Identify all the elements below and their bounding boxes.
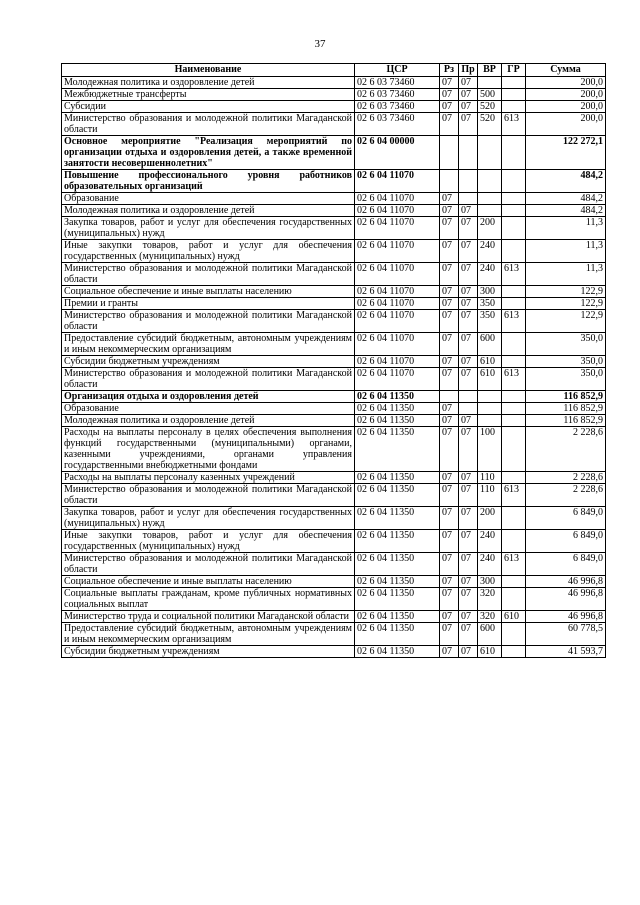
cell-gr <box>502 403 526 415</box>
cell-gr: 613 <box>502 553 526 576</box>
cell-sum: 2 228,6 <box>526 484 606 507</box>
cell-name: Министерство образования и молодежной политики Магаданской области <box>62 368 355 391</box>
cell-sum: 46 996,8 <box>526 576 606 588</box>
cell-csr: 02 6 04 11070 <box>355 240 440 263</box>
cell-pr: 07 <box>459 263 478 286</box>
cell-csr: 02 6 04 11070 <box>355 298 440 310</box>
cell-rz: 07 <box>440 368 459 391</box>
cell-name: Предоставление субсидий бюджетным, автономным учреждениям и иным некоммерческим организациям <box>62 333 355 356</box>
cell-pr: 07 <box>459 298 478 310</box>
cell-rz <box>440 391 459 403</box>
table-row <box>62 136 606 170</box>
cell-name: Молодежная политика и оздоровление детей <box>62 415 355 427</box>
cell-sum: 11,3 <box>526 263 606 286</box>
header-pr: Пр <box>459 64 478 77</box>
table-row <box>62 368 606 391</box>
cell-gr <box>502 298 526 310</box>
table-row <box>62 286 606 298</box>
cell-sum: 11,3 <box>526 240 606 263</box>
cell-rz: 07 <box>440 217 459 240</box>
cell-name: Закупка товаров, работ и услуг для обеспечения государственных (муниципальных) нужд <box>62 507 355 530</box>
cell-gr: 613 <box>502 263 526 286</box>
cell-sum: 11,3 <box>526 217 606 240</box>
cell-rz: 07 <box>440 89 459 101</box>
cell-csr: 02 6 04 11350 <box>355 530 440 553</box>
cell-sum: 46 996,8 <box>526 588 606 611</box>
cell-csr: 02 6 04 00000 <box>355 136 440 170</box>
cell-pr: 07 <box>459 240 478 263</box>
cell-sum: 200,0 <box>526 77 606 89</box>
cell-csr: 02 6 04 11350 <box>355 623 440 646</box>
cell-rz: 07 <box>440 403 459 415</box>
table-row <box>62 415 606 427</box>
cell-csr: 02 6 04 11070 <box>355 193 440 205</box>
table-row <box>62 427 606 472</box>
cell-vr: 600 <box>478 333 502 356</box>
table-row <box>62 240 606 263</box>
cell-sum: 6 849,0 <box>526 553 606 576</box>
cell-pr <box>459 170 478 193</box>
cell-pr: 07 <box>459 530 478 553</box>
cell-gr <box>502 136 526 170</box>
table-body <box>62 77 606 658</box>
cell-vr: 610 <box>478 646 502 658</box>
cell-pr: 07 <box>459 611 478 623</box>
table-row <box>62 101 606 113</box>
cell-csr: 02 6 04 11350 <box>355 484 440 507</box>
cell-pr: 07 <box>459 113 478 136</box>
cell-name: Иные закупки товаров, работ и услуг для обеспечения государственных (муниципальных) нужд <box>62 530 355 553</box>
table-row <box>62 507 606 530</box>
cell-rz: 07 <box>440 205 459 217</box>
cell-gr <box>502 472 526 484</box>
cell-sum: 2 228,6 <box>526 472 606 484</box>
cell-vr: 110 <box>478 484 502 507</box>
cell-name: Министерство образования и молодежной политики Магаданской области <box>62 263 355 286</box>
header-gr: ГР <box>502 64 526 77</box>
cell-sum: 116 852,9 <box>526 391 606 403</box>
cell-name: Министерство образования и молодежной политики Магаданской области <box>62 310 355 333</box>
cell-sum: 200,0 <box>526 113 606 136</box>
cell-gr <box>502 286 526 298</box>
cell-pr: 07 <box>459 427 478 472</box>
cell-sum: 6 849,0 <box>526 507 606 530</box>
cell-csr: 02 6 04 11070 <box>355 263 440 286</box>
cell-pr: 07 <box>459 576 478 588</box>
cell-gr <box>502 240 526 263</box>
cell-gr <box>502 205 526 217</box>
cell-csr: 02 6 03 73460 <box>355 89 440 101</box>
cell-sum: 60 778,5 <box>526 623 606 646</box>
cell-rz: 07 <box>440 286 459 298</box>
cell-csr: 02 6 04 11070 <box>355 356 440 368</box>
cell-vr: 100 <box>478 427 502 472</box>
cell-gr: 613 <box>502 484 526 507</box>
cell-sum: 484,2 <box>526 205 606 217</box>
cell-gr <box>502 193 526 205</box>
cell-gr: 613 <box>502 113 526 136</box>
cell-rz: 07 <box>440 530 459 553</box>
table-row <box>62 611 606 623</box>
table-row <box>62 263 606 286</box>
cell-vr <box>478 391 502 403</box>
cell-name: Образование <box>62 403 355 415</box>
cell-pr: 07 <box>459 623 478 646</box>
cell-name: Министерство образования и молодежной политики Магаданской области <box>62 553 355 576</box>
cell-csr: 02 6 04 11350 <box>355 588 440 611</box>
cell-csr: 02 6 04 11350 <box>355 427 440 472</box>
cell-pr: 07 <box>459 89 478 101</box>
header-name: Наименование <box>62 64 355 77</box>
cell-rz: 07 <box>440 77 459 89</box>
cell-gr <box>502 623 526 646</box>
cell-rz: 07 <box>440 623 459 646</box>
cell-pr <box>459 193 478 205</box>
cell-pr: 07 <box>459 333 478 356</box>
cell-vr: 600 <box>478 623 502 646</box>
cell-csr: 02 6 04 11070 <box>355 205 440 217</box>
cell-name: Молодежная политика и оздоровление детей <box>62 205 355 217</box>
cell-rz: 07 <box>440 263 459 286</box>
cell-name: Образование <box>62 193 355 205</box>
table-row <box>62 576 606 588</box>
cell-csr: 02 6 04 11350 <box>355 611 440 623</box>
cell-sum: 122 272,1 <box>526 136 606 170</box>
cell-name: Субсидии бюджетным учреждениям <box>62 646 355 658</box>
cell-rz: 07 <box>440 472 459 484</box>
cell-vr: 500 <box>478 89 502 101</box>
cell-vr: 320 <box>478 588 502 611</box>
cell-rz: 07 <box>440 356 459 368</box>
cell-gr <box>502 101 526 113</box>
cell-rz <box>440 170 459 193</box>
cell-pr <box>459 136 478 170</box>
cell-name: Предоставление субсидий бюджетным, автономным учреждениям и иным некоммерческим организациям <box>62 623 355 646</box>
cell-vr: 610 <box>478 356 502 368</box>
cell-sum: 350,0 <box>526 333 606 356</box>
cell-sum: 200,0 <box>526 89 606 101</box>
cell-vr <box>478 415 502 427</box>
cell-pr: 07 <box>459 101 478 113</box>
cell-rz: 07 <box>440 113 459 136</box>
cell-rz: 07 <box>440 646 459 658</box>
table-row <box>62 170 606 193</box>
cell-csr: 02 6 04 11070 <box>355 333 440 356</box>
table-row <box>62 193 606 205</box>
cell-gr <box>502 391 526 403</box>
cell-sum: 484,2 <box>526 170 606 193</box>
cell-sum: 122,9 <box>526 298 606 310</box>
table-row <box>62 588 606 611</box>
cell-vr: 200 <box>478 217 502 240</box>
cell-pr: 07 <box>459 646 478 658</box>
table-row <box>62 553 606 576</box>
cell-sum: 484,2 <box>526 193 606 205</box>
cell-sum: 116 852,9 <box>526 415 606 427</box>
cell-gr <box>502 530 526 553</box>
table-row <box>62 484 606 507</box>
cell-gr: 613 <box>502 368 526 391</box>
table-row <box>62 113 606 136</box>
cell-vr <box>478 193 502 205</box>
cell-gr: 610 <box>502 611 526 623</box>
header-vr: ВР <box>478 64 502 77</box>
cell-csr: 02 6 03 73460 <box>355 77 440 89</box>
cell-pr: 07 <box>459 368 478 391</box>
cell-gr <box>502 576 526 588</box>
header-csr: ЦСР <box>355 64 440 77</box>
table-row <box>62 298 606 310</box>
cell-vr: 520 <box>478 101 502 113</box>
cell-pr: 07 <box>459 205 478 217</box>
table-row <box>62 77 606 89</box>
cell-csr: 02 6 04 11350 <box>355 391 440 403</box>
cell-csr: 02 6 04 11070 <box>355 217 440 240</box>
cell-vr: 240 <box>478 530 502 553</box>
cell-sum: 122,9 <box>526 286 606 298</box>
cell-pr: 07 <box>459 507 478 530</box>
cell-csr: 02 6 04 11350 <box>355 507 440 530</box>
cell-vr <box>478 170 502 193</box>
table-row <box>62 333 606 356</box>
cell-name: Повышение профессионального уровня работников образовательных организаций <box>62 170 355 193</box>
cell-vr: 300 <box>478 286 502 298</box>
cell-gr <box>502 89 526 101</box>
cell-rz: 07 <box>440 193 459 205</box>
cell-gr <box>502 588 526 611</box>
cell-csr: 02 6 04 11350 <box>355 472 440 484</box>
cell-name: Социальное обеспечение и иные выплаты населению <box>62 576 355 588</box>
table-row <box>62 356 606 368</box>
table-row <box>62 472 606 484</box>
budget-table <box>61 63 606 658</box>
table-row <box>62 217 606 240</box>
cell-rz: 07 <box>440 240 459 263</box>
cell-rz: 07 <box>440 553 459 576</box>
cell-rz: 07 <box>440 298 459 310</box>
cell-sum: 350,0 <box>526 368 606 391</box>
cell-gr <box>502 333 526 356</box>
cell-sum: 350,0 <box>526 356 606 368</box>
cell-vr: 300 <box>478 576 502 588</box>
cell-csr: 02 6 04 11350 <box>355 576 440 588</box>
cell-pr <box>459 391 478 403</box>
cell-rz: 07 <box>440 310 459 333</box>
cell-name: Премии и гранты <box>62 298 355 310</box>
table-row <box>62 205 606 217</box>
cell-name: Субсидии <box>62 101 355 113</box>
cell-pr: 07 <box>459 286 478 298</box>
cell-vr: 240 <box>478 263 502 286</box>
cell-name: Организация отдыха и оздоровления детей <box>62 391 355 403</box>
cell-rz: 07 <box>440 507 459 530</box>
cell-vr: 110 <box>478 472 502 484</box>
cell-pr: 07 <box>459 553 478 576</box>
cell-name: Министерство образования и молодежной политики Магаданской области <box>62 113 355 136</box>
cell-pr: 07 <box>459 310 478 333</box>
cell-gr <box>502 170 526 193</box>
cell-rz: 07 <box>440 611 459 623</box>
cell-name: Молодежная политика и оздоровление детей <box>62 77 355 89</box>
cell-vr: 200 <box>478 507 502 530</box>
cell-csr: 02 6 03 73460 <box>355 113 440 136</box>
table-row <box>62 403 606 415</box>
cell-vr: 350 <box>478 298 502 310</box>
cell-csr: 02 6 04 11070 <box>355 170 440 193</box>
table-row <box>62 391 606 403</box>
cell-rz: 07 <box>440 333 459 356</box>
cell-csr: 02 6 04 11070 <box>355 310 440 333</box>
cell-sum: 122,9 <box>526 310 606 333</box>
cell-name: Закупка товаров, работ и услуг для обеспечения государственных (муниципальных) нужд <box>62 217 355 240</box>
cell-sum: 200,0 <box>526 101 606 113</box>
cell-gr <box>502 646 526 658</box>
cell-name: Расходы на выплаты персоналу в целях обеспечения выполнения функций государственными (муниципальными) органами, казенными учреждениями, органами управления государственными внебюджетными фондами <box>62 427 355 472</box>
cell-name: Социальные выплаты гражданам, кроме публичных нормативных социальных выплат <box>62 588 355 611</box>
cell-gr <box>502 77 526 89</box>
cell-rz: 07 <box>440 588 459 611</box>
cell-name: Министерство труда и социальной политики Магаданской области <box>62 611 355 623</box>
cell-gr <box>502 356 526 368</box>
header-row <box>62 64 606 77</box>
cell-pr: 07 <box>459 415 478 427</box>
cell-vr: 610 <box>478 368 502 391</box>
cell-pr <box>459 403 478 415</box>
cell-vr: 240 <box>478 240 502 263</box>
cell-name: Основное мероприятие "Реализация мероприятий по организации отдыха и оздоровления детей, а также временной занятости несовершеннолетних" <box>62 136 355 170</box>
cell-name: Расходы на выплаты персоналу казенных учреждений <box>62 472 355 484</box>
cell-csr: 02 6 04 11350 <box>355 415 440 427</box>
cell-rz: 07 <box>440 576 459 588</box>
table-header <box>62 64 606 77</box>
cell-vr: 350 <box>478 310 502 333</box>
cell-name: Иные закупки товаров, работ и услуг для обеспечения государственных (муниципальных) нужд <box>62 240 355 263</box>
cell-gr <box>502 217 526 240</box>
cell-gr: 613 <box>502 310 526 333</box>
cell-csr: 02 6 03 73460 <box>355 101 440 113</box>
cell-name: Субсидии бюджетным учреждениям <box>62 356 355 368</box>
table-row <box>62 89 606 101</box>
cell-name: Социальное обеспечение и иные выплаты населению <box>62 286 355 298</box>
cell-rz: 07 <box>440 427 459 472</box>
cell-pr: 07 <box>459 588 478 611</box>
header-rz: Рз <box>440 64 459 77</box>
cell-name: Министерство образования и молодежной политики Магаданской области <box>62 484 355 507</box>
cell-vr <box>478 136 502 170</box>
cell-name: Межбюджетные трансферты <box>62 89 355 101</box>
cell-pr: 07 <box>459 356 478 368</box>
cell-pr: 07 <box>459 472 478 484</box>
cell-rz: 07 <box>440 101 459 113</box>
cell-sum: 2 228,6 <box>526 427 606 472</box>
cell-gr <box>502 427 526 472</box>
cell-gr <box>502 415 526 427</box>
cell-rz <box>440 136 459 170</box>
table-row <box>62 646 606 658</box>
cell-rz: 07 <box>440 484 459 507</box>
cell-rz: 07 <box>440 415 459 427</box>
cell-vr <box>478 77 502 89</box>
cell-vr: 240 <box>478 553 502 576</box>
table-row <box>62 623 606 646</box>
cell-sum: 46 996,8 <box>526 611 606 623</box>
cell-pr: 07 <box>459 217 478 240</box>
cell-csr: 02 6 04 11350 <box>355 403 440 415</box>
cell-pr: 07 <box>459 484 478 507</box>
cell-csr: 02 6 04 11070 <box>355 286 440 298</box>
cell-csr: 02 6 04 11350 <box>355 646 440 658</box>
cell-vr: 520 <box>478 113 502 136</box>
cell-sum: 116 852,9 <box>526 403 606 415</box>
cell-vr <box>478 403 502 415</box>
cell-pr: 07 <box>459 77 478 89</box>
cell-vr <box>478 205 502 217</box>
cell-sum: 6 849,0 <box>526 530 606 553</box>
cell-gr <box>502 507 526 530</box>
table-row <box>62 310 606 333</box>
page-number: 37 <box>314 38 326 50</box>
header-sum: Сумма <box>526 64 606 77</box>
cell-sum: 41 593,7 <box>526 646 606 658</box>
cell-vr: 320 <box>478 611 502 623</box>
cell-csr: 02 6 04 11350 <box>355 553 440 576</box>
cell-csr: 02 6 04 11070 <box>355 368 440 391</box>
table-row <box>62 530 606 553</box>
